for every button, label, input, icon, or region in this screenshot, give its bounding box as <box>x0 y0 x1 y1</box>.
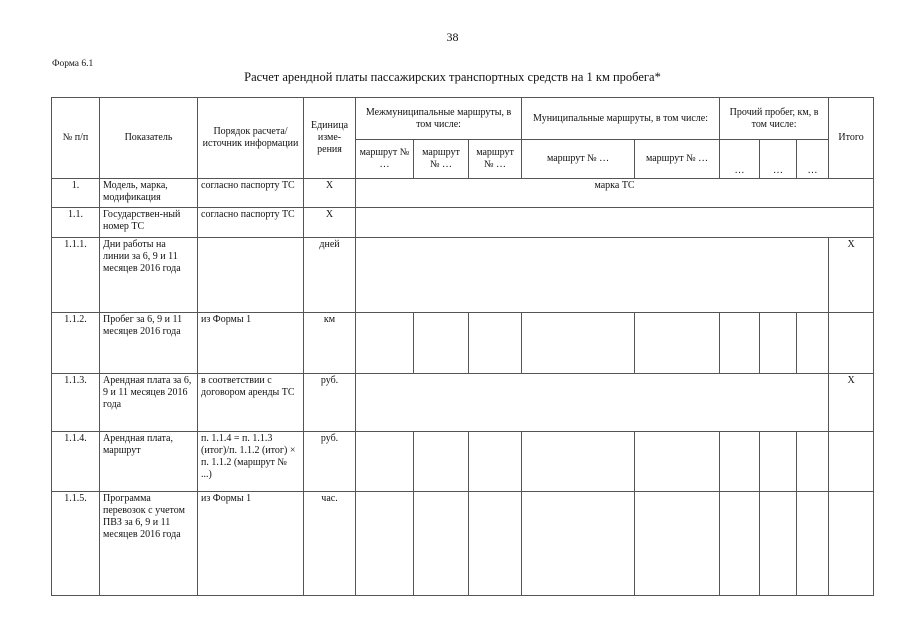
header-route: маршрут № … <box>522 140 635 179</box>
header-intermunicipal: Межмуниципальные маршруты, в том числе: <box>356 98 522 140</box>
cell <box>797 492 829 596</box>
cell <box>356 313 414 374</box>
row-method: из Формы 1 <box>198 492 304 596</box>
row-method: в соответствии с договором аренды ТС <box>198 374 304 432</box>
row-num: 1.1.3. <box>52 374 100 432</box>
form-label: Форма 6.1 <box>52 59 94 69</box>
page-number: 38 <box>446 30 459 44</box>
cell <box>829 313 874 374</box>
cell <box>760 432 797 492</box>
cell <box>414 492 469 596</box>
row-merged-value <box>356 374 829 432</box>
cell <box>356 492 414 596</box>
header-total: Итого <box>829 98 874 179</box>
row-indicator: Пробег за 6, 9 и 11 месяцев 2016 года <box>100 313 198 374</box>
table-row <box>52 492 874 596</box>
header-route: маршрут № … <box>469 140 522 179</box>
header-route: маршрут № … <box>356 140 414 179</box>
cell <box>356 432 414 492</box>
cell <box>469 313 522 374</box>
row-indicator: Программа перевозок с учетом ПВЗ за 6, 9 и 11 месяцев 2016 года <box>100 492 198 596</box>
row-unit: Х <box>304 208 356 238</box>
row-method: согласно паспорту ТС <box>198 179 304 208</box>
row-method <box>198 238 304 313</box>
header-unit: Единица изме-рения <box>304 98 356 179</box>
row-method: согласно паспорту ТС <box>198 208 304 238</box>
rent-calculation-table <box>51 97 874 596</box>
cell <box>760 313 797 374</box>
row-unit: дней <box>304 238 356 313</box>
cell <box>720 313 760 374</box>
header-other-sub: … <box>760 140 797 179</box>
row-unit: км <box>304 313 356 374</box>
cell <box>797 313 829 374</box>
row-total: Х <box>829 238 874 313</box>
header-num: № п/п <box>52 98 100 179</box>
cell <box>414 313 469 374</box>
cell <box>829 492 874 596</box>
header-municipal: Муниципальные маршруты, в том числе: <box>522 98 720 140</box>
cell <box>797 432 829 492</box>
row-method: п. 1.1.4 = п. 1.1.3 (итог)/п. 1.1.2 (итог) × п. 1.1.2 (маршрут № ...) <box>198 432 304 492</box>
header-other-sub: … <box>720 140 760 179</box>
header-indicator: Показатель <box>100 98 198 179</box>
row-unit: руб. <box>304 374 356 432</box>
header-other-sub: … <box>797 140 829 179</box>
row-indicator: Арендная плата, маршрут <box>100 432 198 492</box>
row-num: 1.1. <box>52 208 100 238</box>
table-row <box>52 179 874 208</box>
header-method: Порядок расчета/источник информации <box>198 98 304 179</box>
row-unit: руб. <box>304 432 356 492</box>
row-merged-value: марка ТС <box>356 179 874 208</box>
row-total: Х <box>829 374 874 432</box>
cell <box>522 313 635 374</box>
cell <box>760 492 797 596</box>
row-unit: Х <box>304 179 356 208</box>
document-title: Расчет арендной платы пассажирских транспортных средств на 1 км пробега* <box>244 70 661 84</box>
cell <box>829 432 874 492</box>
cell <box>469 492 522 596</box>
cell <box>635 492 720 596</box>
header-route: маршрут № … <box>635 140 720 179</box>
table-row <box>52 313 874 374</box>
cell <box>522 492 635 596</box>
cell <box>720 492 760 596</box>
header-row-1 <box>52 98 874 140</box>
table-row <box>52 208 874 238</box>
row-unit: час. <box>304 492 356 596</box>
cell <box>522 432 635 492</box>
cell <box>635 432 720 492</box>
row-num: 1. <box>52 179 100 208</box>
cell <box>469 432 522 492</box>
header-route: маршрут № … <box>414 140 469 179</box>
cell <box>720 432 760 492</box>
table-row <box>52 374 874 432</box>
row-indicator: Государствен-ный номер ТС <box>100 208 198 238</box>
header-other: Прочий пробег, км, в том числе: <box>720 98 829 140</box>
table-row <box>52 238 874 313</box>
cell <box>414 432 469 492</box>
row-merged-value <box>356 208 874 238</box>
row-indicator: Арендная плата за 6, 9 и 11 месяцев 2016 года <box>100 374 198 432</box>
row-num: 1.1.1. <box>52 238 100 313</box>
row-method: из Формы 1 <box>198 313 304 374</box>
row-merged-value <box>356 238 829 313</box>
row-num: 1.1.2. <box>52 313 100 374</box>
table-row <box>52 432 874 492</box>
row-indicator: Дни работы на линии за 6, 9 и 11 месяцев 2016 года <box>100 238 198 313</box>
cell <box>635 313 720 374</box>
row-num: 1.1.5. <box>52 492 100 596</box>
row-num: 1.1.4. <box>52 432 100 492</box>
row-indicator: Модель, марка, модификация <box>100 179 198 208</box>
